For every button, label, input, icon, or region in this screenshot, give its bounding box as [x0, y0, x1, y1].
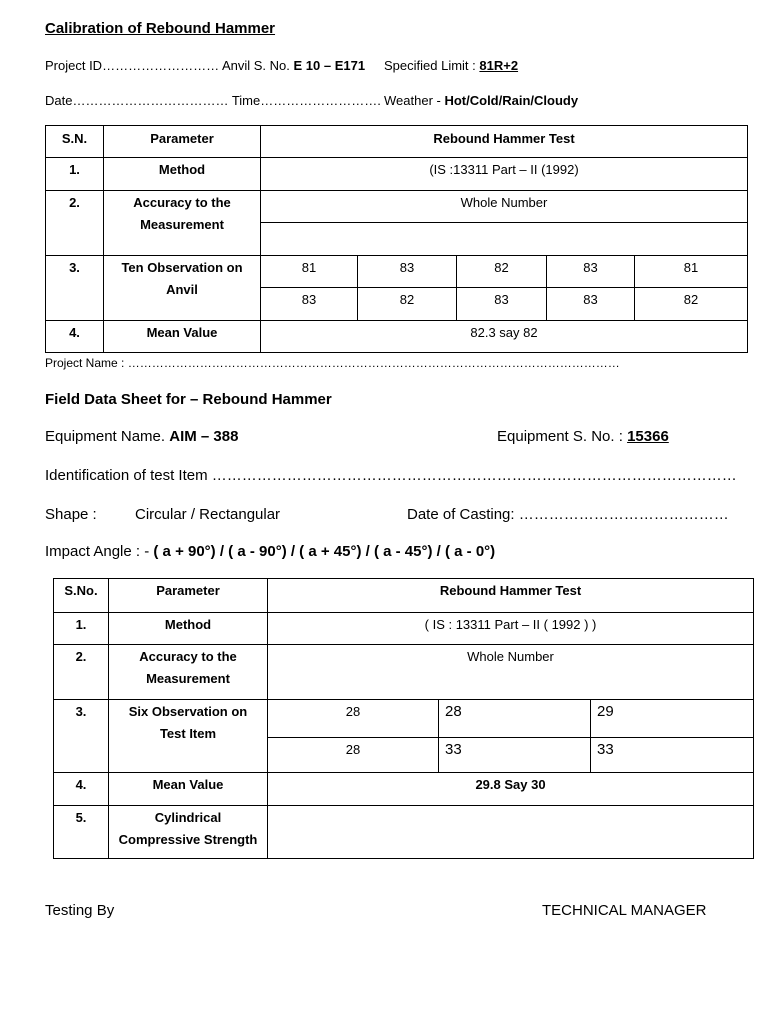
row-parameter-line: Test Item — [159, 726, 217, 741]
observation-cell: 81 — [635, 256, 748, 288]
row-sn: 3. — [54, 700, 109, 773]
impact-angle-values: ( a + 90°) / ( a - 90°) / ( a + 45°) / ( a - 45°) / ( a - 0°) — [153, 543, 496, 560]
row-parameter — [104, 191, 261, 256]
table-row — [54, 613, 754, 645]
observation-cell: 28 — [268, 738, 439, 773]
impact-angle — [45, 543, 495, 560]
equipment-name — [45, 428, 238, 445]
field-title: Field Data Sheet for – Rebound Hammer — [45, 391, 332, 408]
calibration-table — [45, 125, 748, 353]
testing-by: Testing By — [45, 902, 115, 919]
observation-cell: 28 — [268, 700, 439, 738]
row-parameter: Mean Value — [109, 773, 268, 806]
weather — [384, 93, 578, 108]
observation-cell: 33 — [439, 738, 591, 773]
row-parameter — [104, 256, 261, 321]
equipment-name-value: AIM – 388 — [169, 428, 239, 445]
row-sn: 4. — [54, 773, 109, 806]
row-parameter-line: Measurement — [146, 671, 230, 686]
header-sn: S.N. — [46, 126, 104, 158]
empty-cell — [261, 223, 748, 256]
header-parameter: Parameter — [104, 126, 261, 158]
observation-cell: 83 — [261, 288, 358, 321]
header-sn: S.No. — [54, 579, 109, 613]
row-sn: 3. — [46, 256, 104, 321]
row-parameter-line: Measurement — [140, 217, 224, 232]
table-row — [54, 700, 754, 738]
technical-manager: TECHNICAL MANAGER — [542, 902, 707, 919]
observation-cell: 82 — [457, 256, 547, 288]
header-test: Rebound Hammer Test — [268, 579, 754, 613]
table-row — [46, 256, 748, 288]
weather-label: Weather - — [384, 93, 441, 108]
specified-limit-value: 81R+2 — [479, 58, 519, 73]
row-sn: 1. — [54, 613, 109, 645]
date-time-line: Date……………………………… Time………………………. — [45, 93, 381, 108]
table-header-row — [54, 579, 754, 613]
table-row — [54, 645, 754, 700]
observation-cell: 83 — [457, 288, 547, 321]
shape-value: Circular / Rectangular — [135, 506, 281, 523]
specified-limit — [384, 58, 518, 73]
row-value: 82.3 say 82 — [261, 321, 748, 353]
row-parameter — [109, 806, 268, 859]
row-value: Whole Number — [268, 645, 754, 700]
anvil-number: E 10 – E171 — [293, 58, 366, 73]
row-parameter-line: Accuracy to the — [133, 195, 231, 210]
table-header-row — [46, 126, 748, 158]
date-of-casting: Date of Casting: …………………………………… — [407, 506, 729, 523]
table-row — [46, 158, 748, 191]
row-parameter-line: Ten Observation on — [121, 260, 243, 275]
observation-cell: 33 — [591, 738, 754, 773]
row-parameter: Method — [104, 158, 261, 191]
row-parameter — [109, 700, 268, 773]
observation-cell: 81 — [261, 256, 358, 288]
row-parameter-line: Accuracy to the — [139, 649, 237, 664]
row-value: ( IS : 13311 Part – II ( 1992 ) ) — [268, 613, 754, 645]
row-parameter: Mean Value — [104, 321, 261, 353]
table-row — [54, 773, 754, 806]
row-parameter-line: Six Observation on — [128, 704, 248, 719]
observation-cell: 83 — [547, 288, 635, 321]
row-value — [268, 806, 754, 859]
observation-cell: 29 — [591, 700, 754, 738]
row-parameter-line: Compressive Strength — [118, 832, 258, 847]
table-row — [46, 321, 748, 353]
specified-limit-label: Specified Limit : — [384, 58, 476, 73]
project-name-line: Project Name : …………………………………………………………………………………………………………… — [45, 356, 620, 370]
project-id-label: Project ID……………………… Anvil S. No. — [45, 58, 290, 73]
header-test: Rebound Hammer Test — [261, 126, 748, 158]
weather-value: Hot/Cold/Rain/Cloudy — [444, 93, 579, 108]
impact-angle-label: Impact Angle : - — [45, 543, 150, 560]
equipment-sno-label: Equipment S. No. : — [497, 428, 623, 445]
header-parameter: Parameter — [109, 579, 268, 613]
row-value: 29.8 Say 30 — [268, 773, 754, 806]
calibration-title: Calibration of Rebound Hammer — [45, 20, 276, 37]
equipment-sno — [497, 428, 669, 445]
row-sn: 4. — [46, 321, 104, 353]
row-value: Whole Number — [261, 191, 748, 223]
row-sn: 2. — [46, 191, 104, 256]
row-sn: 1. — [46, 158, 104, 191]
observation-cell: 83 — [547, 256, 635, 288]
row-sn: 2. — [54, 645, 109, 700]
observation-cell: 28 — [439, 700, 591, 738]
observation-cell: 83 — [358, 256, 457, 288]
equipment-name-label: Equipment Name. — [45, 428, 166, 445]
row-parameter-line: Cylindrical — [154, 810, 222, 825]
row-parameter: Method — [109, 613, 268, 645]
field-table — [53, 578, 754, 859]
row-value: (IS :13311 Part – II (1992) — [261, 158, 748, 191]
row-parameter — [109, 645, 268, 700]
table-row — [54, 806, 754, 859]
project-id-line — [45, 58, 365, 73]
equipment-sno-value: 15366 — [627, 428, 669, 445]
row-sn: 5. — [54, 806, 109, 859]
table-row — [46, 191, 748, 223]
observation-cell: 82 — [635, 288, 748, 321]
row-parameter-line: Anvil — [166, 282, 198, 297]
shape-label: Shape : — [45, 506, 97, 523]
identification-line: Identification of test Item …………………………………………………………………………………………… — [45, 467, 737, 484]
observation-cell: 82 — [358, 288, 457, 321]
